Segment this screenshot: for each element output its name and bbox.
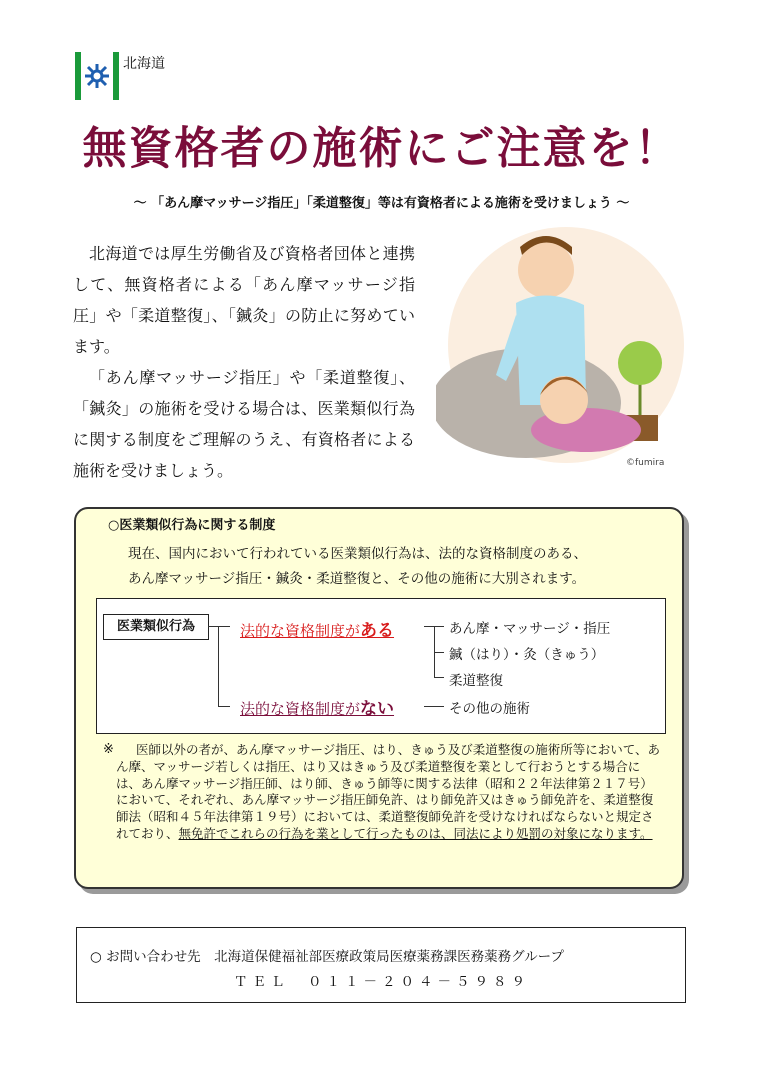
intro-paragraph-2: 「あん摩マッサージ指圧」や「柔道整復」、「鍼灸」の施術を受ける場合は、医業類似行為に関する制度をご理解のうえ、有資格者による施術を受けましょう。: [73, 368, 415, 480]
intro-paragraph-1: 北海道では厚生労働省及び資格者団体と連携して、無資格者による「あん摩マッサージ指圧」や「柔道整復」、「鍼灸」の防止に努めています。: [73, 244, 415, 356]
massage-illustration: [436, 225, 684, 475]
unqualified-item: その他の施術: [449, 701, 530, 717]
connector-line: [434, 677, 444, 678]
connector-line: [218, 706, 230, 707]
legal-note: [116, 742, 664, 843]
contact-phone: ＴＥＬ ０１１－２０４－５９８９: [234, 974, 530, 990]
info-box-heading: ○医業類似行為に関する制度: [108, 518, 276, 533]
qualified-item: あん摩・マッサージ・指圧: [449, 621, 611, 637]
no-prefix: 法的な資格制度が: [240, 700, 361, 718]
connector-line: [434, 652, 444, 653]
legal-note-text: 医師以外の者が、あん摩マッサージ指圧、はり、きゅう及び柔道整復の施術所等において、あん摩、マッサージ若しくは指圧、はり又はきゅう及び柔道整復を業として行おうとする場合には、あん摩マッサージ指圧師、はり師、きゅう師等に関する法律（昭和２２年法律第２１７号）において、それぞれ、あん摩マッサージ指圧師免許、はり師免許又はきゅう師免許を、柔道整復師法（昭和４５年法律第１９号）においては、柔道整復師免許を受けなければならないと規定されており、: [116, 742, 661, 841]
legal-note-underlined: 無免許でこれらの行為を業として行ったものは、同法により処罰の対象になります。: [178, 825, 653, 841]
page-subtitle: ～ 「あん摩マッサージ指圧」「柔道整復」等は有資格者による施術を受けましょう ～: [133, 196, 630, 211]
connector-line: [218, 626, 219, 706]
info-box-line-2: あん摩マッサージ指圧・鍼灸・柔道整復と、その他の施術に大別されます。: [128, 571, 586, 587]
connector-line: [208, 626, 230, 627]
no-emphasis: ない: [360, 699, 395, 719]
logo-text: 北海道: [123, 56, 165, 72]
yes-emphasis: ある: [360, 621, 395, 641]
yes-prefix: 法的な資格制度が: [240, 622, 361, 640]
hokkaido-logo-icon: [75, 52, 119, 100]
contact-line-1: ○ お問い合わせ先 北海道保健福祉部医療政策局医療薬務課医務薬務グループ: [90, 949, 564, 965]
illustration-credit: ©fumira: [626, 458, 665, 468]
legal-qualification-no: [240, 694, 394, 719]
note-mark: ※: [103, 742, 114, 757]
qualified-item: 鍼（はり）・灸（きゅう）: [449, 647, 605, 663]
qualified-item: 柔道整復: [449, 673, 503, 689]
connector-line: [424, 706, 444, 707]
diagram-root-label: 医業類似行為: [103, 614, 209, 640]
legal-qualification-yes: [240, 616, 394, 641]
page-title: 無資格者の施術にご注意を！: [82, 123, 681, 174]
info-box-line-1: 現在、国内において行われている医業類似行為は、法的な資格制度のある、: [128, 546, 587, 562]
intro-text: [73, 238, 415, 486]
contact-box: [76, 927, 686, 1003]
